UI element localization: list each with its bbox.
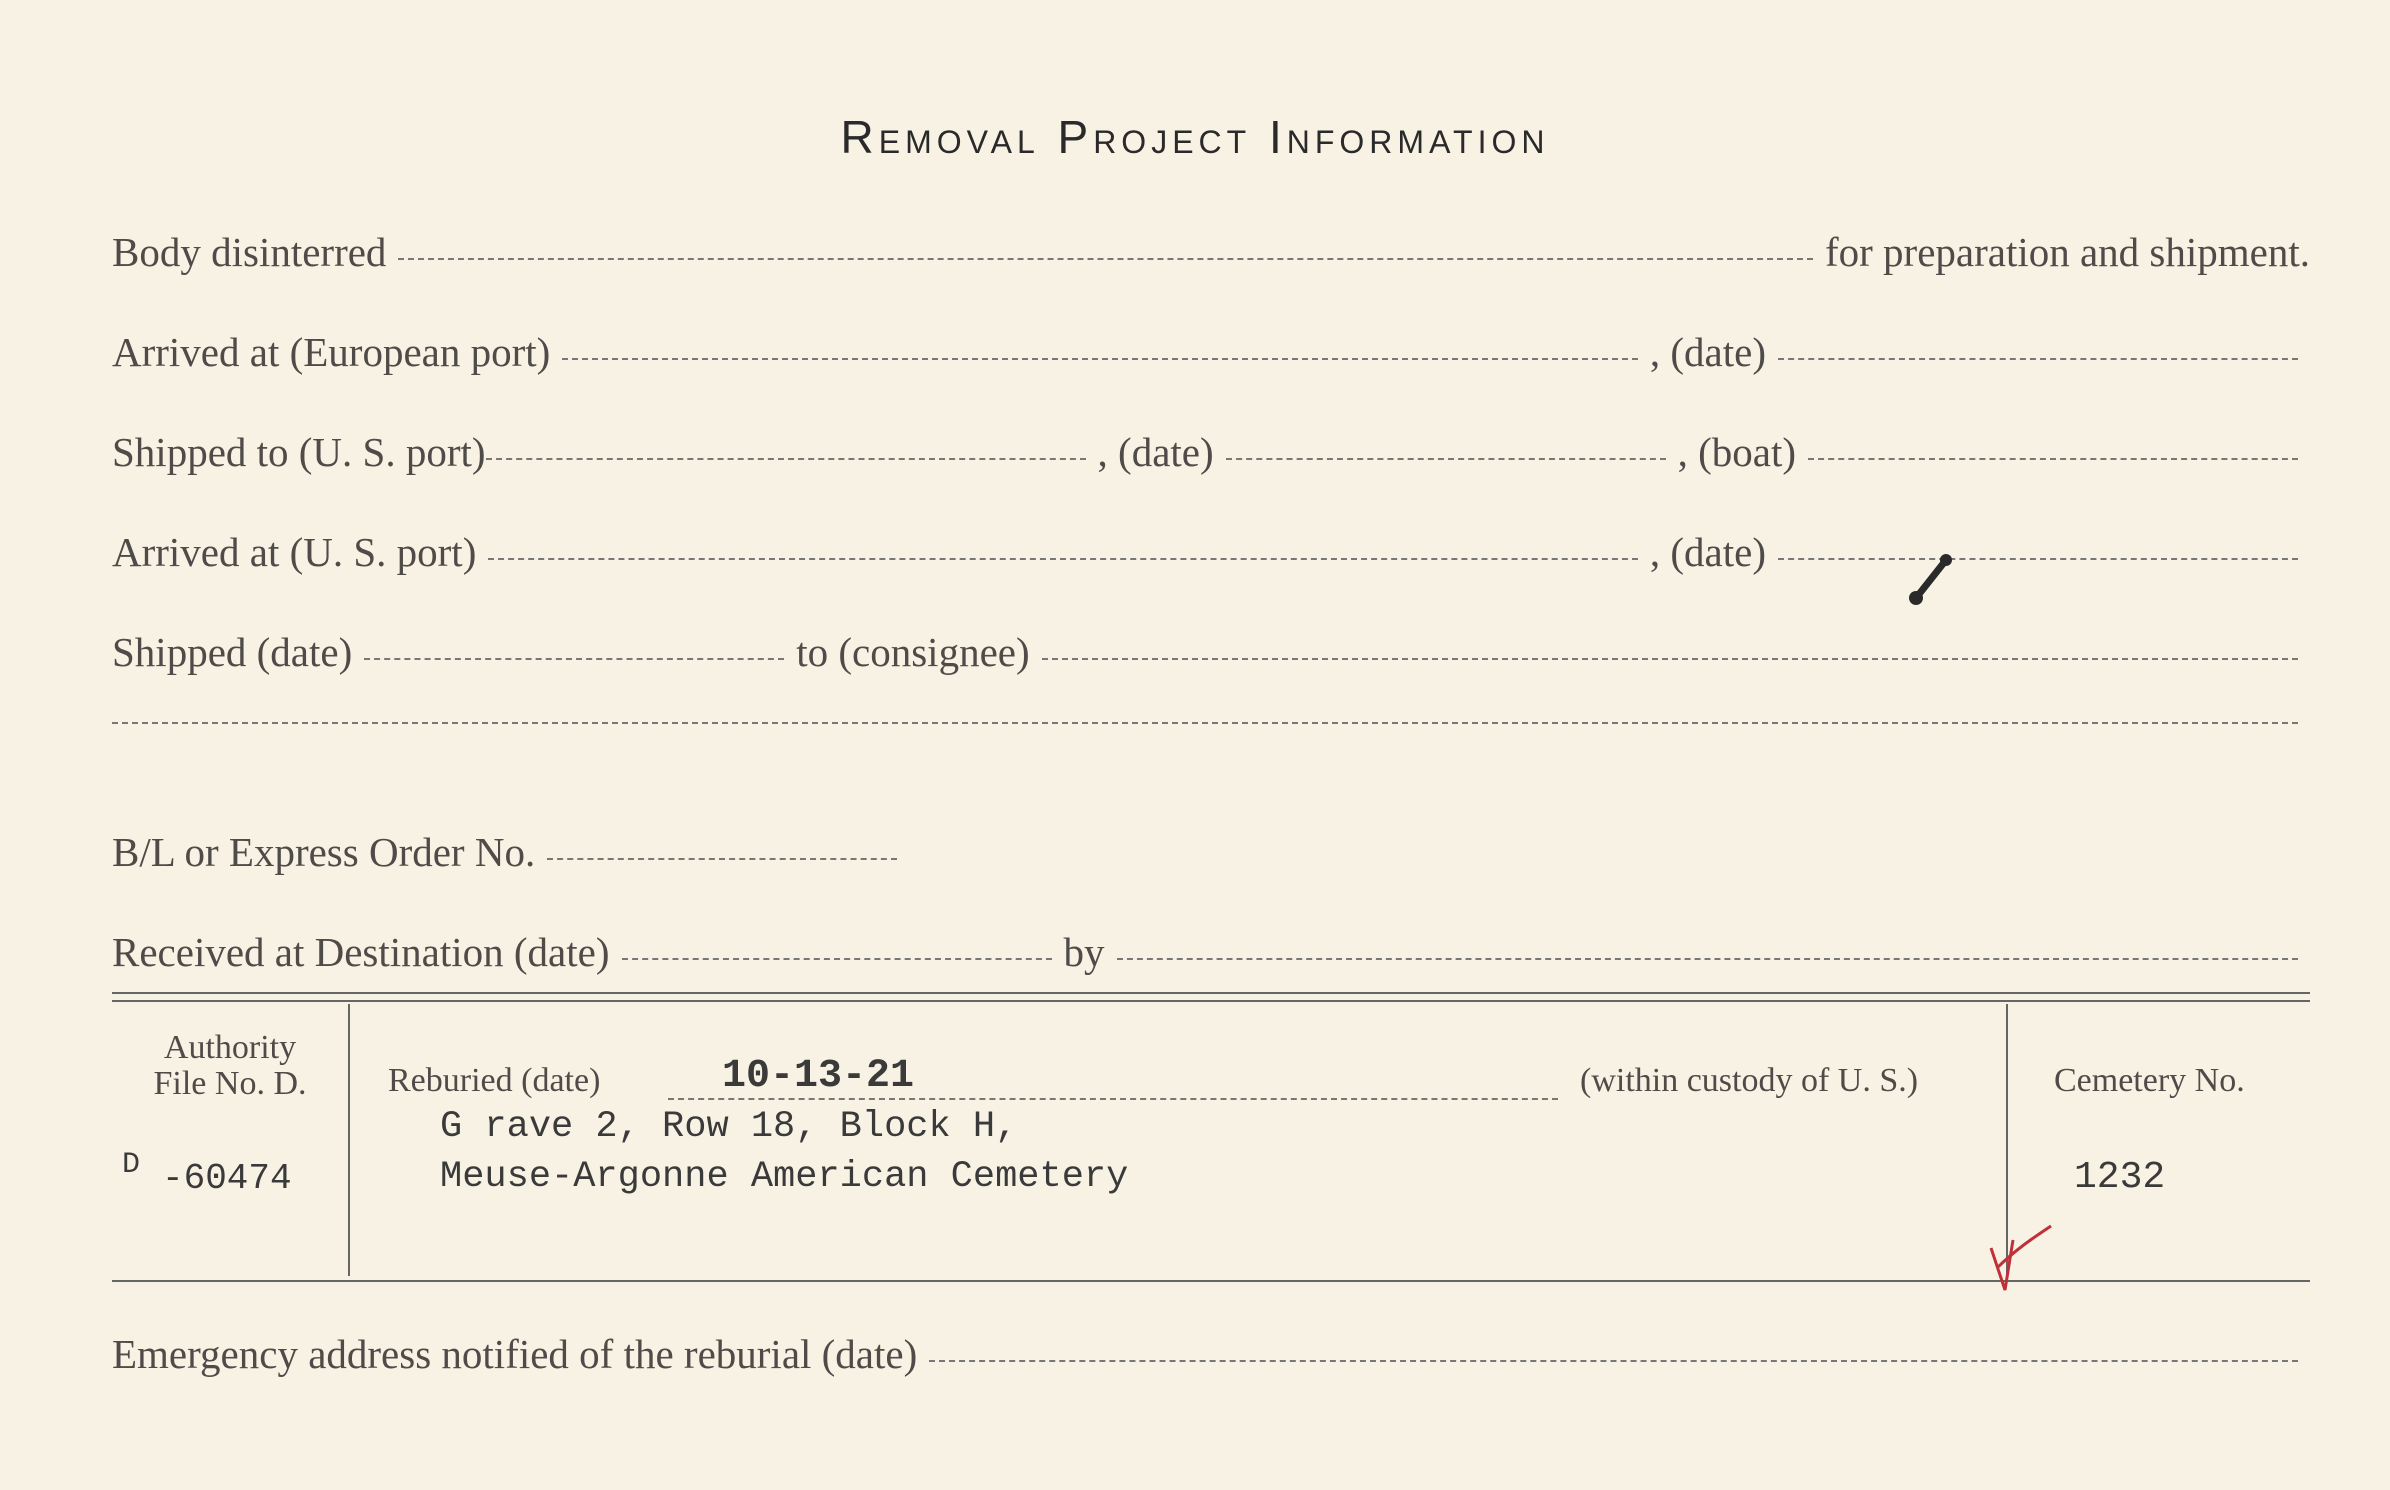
consignee-blank[interactable] [1042,658,2298,660]
card-title: Removal Project Information [840,111,1550,163]
box-divider-left [348,1004,350,1276]
reburied-label: Reburied (date) [388,1062,601,1099]
cemetery-no-label: Cemetery No. [2054,1062,2245,1099]
authority-file-no: -60474 [162,1158,292,1199]
arrived-european-date-blank[interactable] [1778,358,2298,360]
body-disinterred-suffix: for preparation and shipment. [1824,229,2310,275]
row-received-destination [112,928,2310,976]
row-emergency-address [112,1330,2310,1378]
arrived-us-port-label: Arrived at (U. S. port) [112,529,477,575]
by-label: by [1063,929,1105,975]
body-disinterred-label: Body disinterred [112,229,387,275]
check-mark-icon [1985,1220,2055,1300]
row-shipped-date [112,628,2310,676]
body-disinterred-blank[interactable] [398,258,1813,260]
boat-label: , (boat) [1677,429,1797,475]
shipped-us-date-blank[interactable] [1226,458,1666,460]
emergency-address-blank[interactable] [929,1360,2298,1362]
shipped-us-port-label: Shipped to (U. S. port) [112,429,486,475]
arrived-us-port-blank[interactable] [488,558,1638,560]
row-bl-order [112,828,2310,876]
row-arrived-european [112,328,2310,376]
cemetery-name: Meuse-Argonne American Cemetery [440,1156,1129,1198]
shipped-date-label: Shipped (date) [112,629,353,675]
arrived-european-label: Arrived at (European port) [112,329,551,375]
received-destination-label: Received at Destination (date) [112,929,610,975]
box-top-rule-1 [112,992,2310,994]
boat-blank[interactable] [1808,458,2298,460]
box-bottom-rule [112,1280,2310,1282]
ink-mark-icon [1908,546,1956,608]
authority-label-line1: Authority [163,1029,297,1066]
arrived-european-blank[interactable] [562,358,1638,360]
cemetery-no-value: 1232 [2074,1156,2166,1199]
row-body-disinterred [112,228,2310,276]
emergency-address-label: Emergency address notified of the reburial (date) [112,1331,918,1377]
shipped-us-date-label: , (date) [1097,429,1214,475]
arrived-us-date-label: , (date) [1649,529,1766,575]
consignee-continued-blank[interactable] [112,722,2298,724]
reburied-date-value: 10-13-21 [722,1054,915,1099]
arrived-us-date-blank[interactable] [1778,558,2298,560]
custody-label: (within custody of U. S.) [1580,1062,1919,1099]
bl-order-label: B/L or Express Order No. [112,829,536,875]
row-consignee-continued [112,728,2310,730]
grave-location: G rave 2, Row 18, Block H, [440,1106,1018,1148]
bl-order-blank[interactable] [547,858,897,860]
shipped-us-port-blank[interactable] [486,458,1086,460]
row-shipped-us-port [112,428,2310,476]
authority-prefix: D [122,1148,141,1182]
by-blank[interactable] [1117,958,2299,960]
to-consignee-label: to (consignee) [796,629,1030,675]
arrived-european-date-label: , (date) [1649,329,1766,375]
box-top-rule-2 [112,1000,2310,1002]
authority-label-line2: File No. D. [153,1065,307,1102]
row-arrived-us-port [112,528,2310,576]
received-destination-blank[interactable] [622,958,1052,960]
shipped-date-blank[interactable] [364,658,784,660]
authority-label [150,1030,310,1102]
